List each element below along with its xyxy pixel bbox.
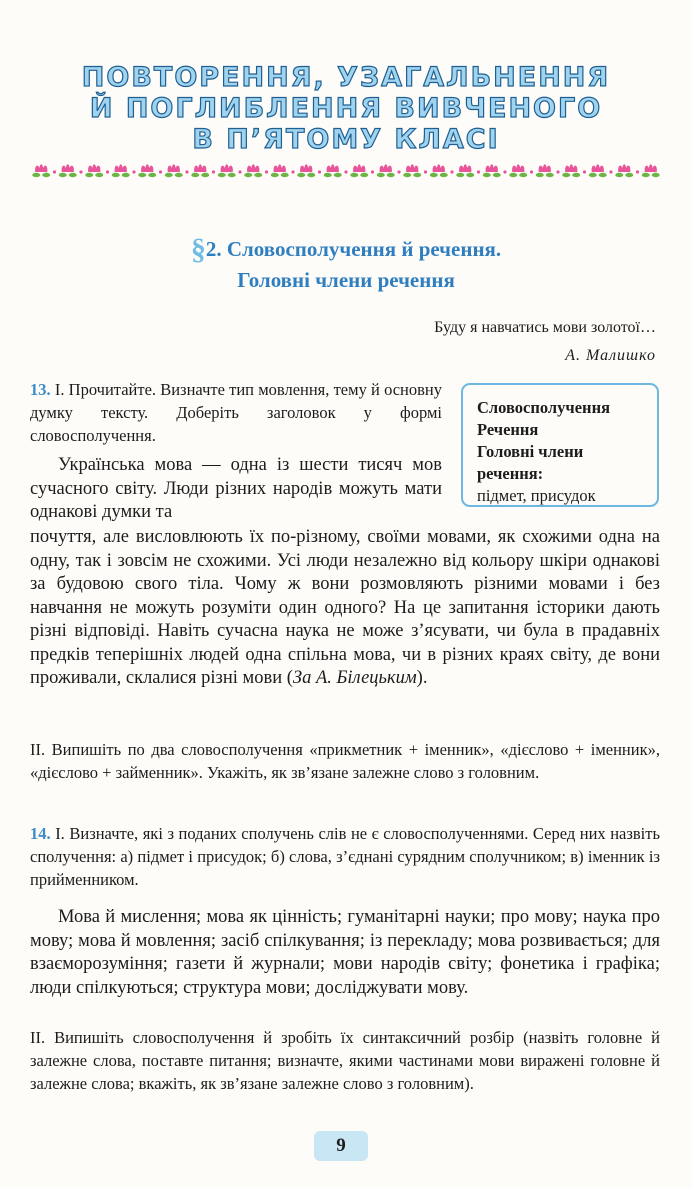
exercise-number: 13.	[30, 380, 51, 399]
info-box-term: Головні члени	[477, 442, 584, 461]
flower-icon	[615, 164, 633, 177]
ornament-dot	[530, 170, 533, 173]
text-source: За А. Білецьким	[292, 668, 417, 688]
flower-icon	[32, 164, 50, 177]
ornament-dot	[583, 170, 586, 173]
flower-icon	[165, 164, 183, 177]
ornament-dot	[450, 170, 453, 173]
flower-icon	[271, 164, 289, 177]
flower-icon	[244, 164, 262, 177]
epigraph	[434, 314, 656, 370]
ornament-dot	[503, 170, 506, 173]
flower-icon	[456, 164, 474, 177]
exercise-13-instructions: І. Прочитайте. Визначте тип мовлення, тему й основну думку тексту. Доберіть заголовок у формі словосполучення.	[30, 380, 443, 445]
ornament-dot	[318, 170, 321, 173]
flower-icon	[403, 164, 421, 177]
flower-icon	[59, 164, 77, 177]
ornament-dot	[424, 170, 427, 173]
chapter-title	[0, 62, 692, 155]
ornament-dot	[212, 170, 215, 173]
ornament-dot	[79, 170, 82, 173]
chapter-title-line: В П’ЯТОМУ КЛАСІ	[192, 124, 500, 155]
flower-icon	[430, 164, 448, 177]
flower-icon	[324, 164, 342, 177]
flower-icon	[377, 164, 395, 177]
flower-icon	[85, 164, 103, 177]
chapter-title-line: Й ПОГЛИБЛЕННЯ ВИВЧЕНОГО	[89, 93, 603, 124]
flower-icon	[138, 164, 156, 177]
ornament-dot	[477, 170, 480, 173]
exercise-13-task-1	[30, 378, 442, 447]
epigraph-author: А. Малишко	[565, 347, 656, 364]
text-body: почуття, але висловлюють їх по-різному, своїми мовами, як схожими одна на одну, так і зовсім не схожими. Усі люди незалежно від кольору шкіри однакові за будовою свого тіла. Чому ж вони розмовляють різними мовами і без навчання не можуть розуміти один одного? На це запитання історики дають різні відповіді. Навіть сучасна наука не може з’ясувати, чи була в прадавніх предків теперішніх людей одна спільна мова, чи в різних краях світу, де вони проживали, склалися різні мови (	[30, 527, 660, 688]
flower-icon	[562, 164, 580, 177]
epigraph-text: Буду я навчатись мови золотої…	[434, 319, 656, 336]
exercise-14-instructions: І. Визначте, які з поданих сполучень слів не є словосполученнями. Серед них назвіть сполучення: а) підмет і присудок; б) слова, з’єднані сурядним сполучником; в) іменник із прийменником.	[30, 824, 661, 889]
flower-icon	[642, 164, 660, 177]
exercise-13-text-part-1: Українська мова — одна із шести тисяч мов сучасного світу. Люди різних народів можуть мати однакові думки та	[30, 455, 442, 522]
flower-ornament	[28, 160, 664, 182]
ornament-dot	[159, 170, 162, 173]
ornament-dot	[291, 170, 294, 173]
exercise-14-task-2: ІІ. Випишіть словосполучення й зробіть їх синтаксичний розбір (назвіть головне й залежне слова, поставте питання; визначте, якими частинами мови виражені головне й залежне слова; вкажіть, як зв’язане залежне слово з головним).	[30, 1028, 660, 1093]
page-number: 9	[314, 1131, 368, 1161]
flower-icon	[509, 164, 527, 177]
flower-icon	[191, 164, 209, 177]
ornament-dot	[344, 170, 347, 173]
ornament-dot	[397, 170, 400, 173]
text-source-end: ).	[416, 668, 428, 688]
info-box-term: Речення	[477, 420, 539, 439]
ornament-dot	[265, 170, 268, 173]
section-title-line-1: 2. Словосполучення й речення.	[205, 237, 502, 261]
ornament-dot	[636, 170, 639, 173]
exercise-13-text-part-2	[30, 526, 660, 691]
flower-icon	[112, 164, 130, 177]
flower-icon	[350, 164, 368, 177]
info-box-term: підмет, присудок	[477, 486, 596, 505]
info-box-term: Словосполучення	[477, 398, 610, 417]
chapter-title-line: ПОВТОРЕННЯ, УЗАГАЛЬНЕННЯ	[81, 62, 611, 93]
exercise-14-text: Мова й мислення; мова як цінність; гуманітарні науки; про мову; наука про мову; мова й мовлення; засіб спілкування; із перекладу; мова розвивається; для взаєморозуміння; газети й журнали; мови народів світу; фонетика і графіка; люди спілкуються; структура мови; досліджувати мову.	[30, 907, 660, 998]
flower-icon	[536, 164, 554, 177]
ornament-dot	[132, 170, 135, 173]
flower-icon	[297, 164, 315, 177]
ornament-dot	[609, 170, 612, 173]
exercise-13-task-2: ІІ. Випишіть по два словосполучення «прикметник + іменник», «дієслово + іменник», «дієслово + займенник». Укажіть, як зв’язане залежне слово з головним.	[30, 740, 660, 782]
flower-icon	[483, 164, 501, 177]
section-heading	[0, 234, 692, 295]
exercise-number: 14.	[30, 824, 51, 843]
section-sign: §	[190, 233, 206, 266]
flower-icon	[589, 164, 607, 177]
info-box-term: речення:	[477, 464, 544, 483]
ornament-dot	[371, 170, 374, 173]
ornament-dot	[185, 170, 188, 173]
exercise-14-task-1	[30, 822, 660, 891]
ornament-dot	[238, 170, 241, 173]
section-title-line-2: Головні члени речення	[237, 268, 455, 292]
flower-icon	[218, 164, 236, 177]
ornament-dot	[106, 170, 109, 173]
ornament-dot	[53, 170, 56, 173]
info-box	[461, 383, 659, 507]
ornament-dot	[556, 170, 559, 173]
